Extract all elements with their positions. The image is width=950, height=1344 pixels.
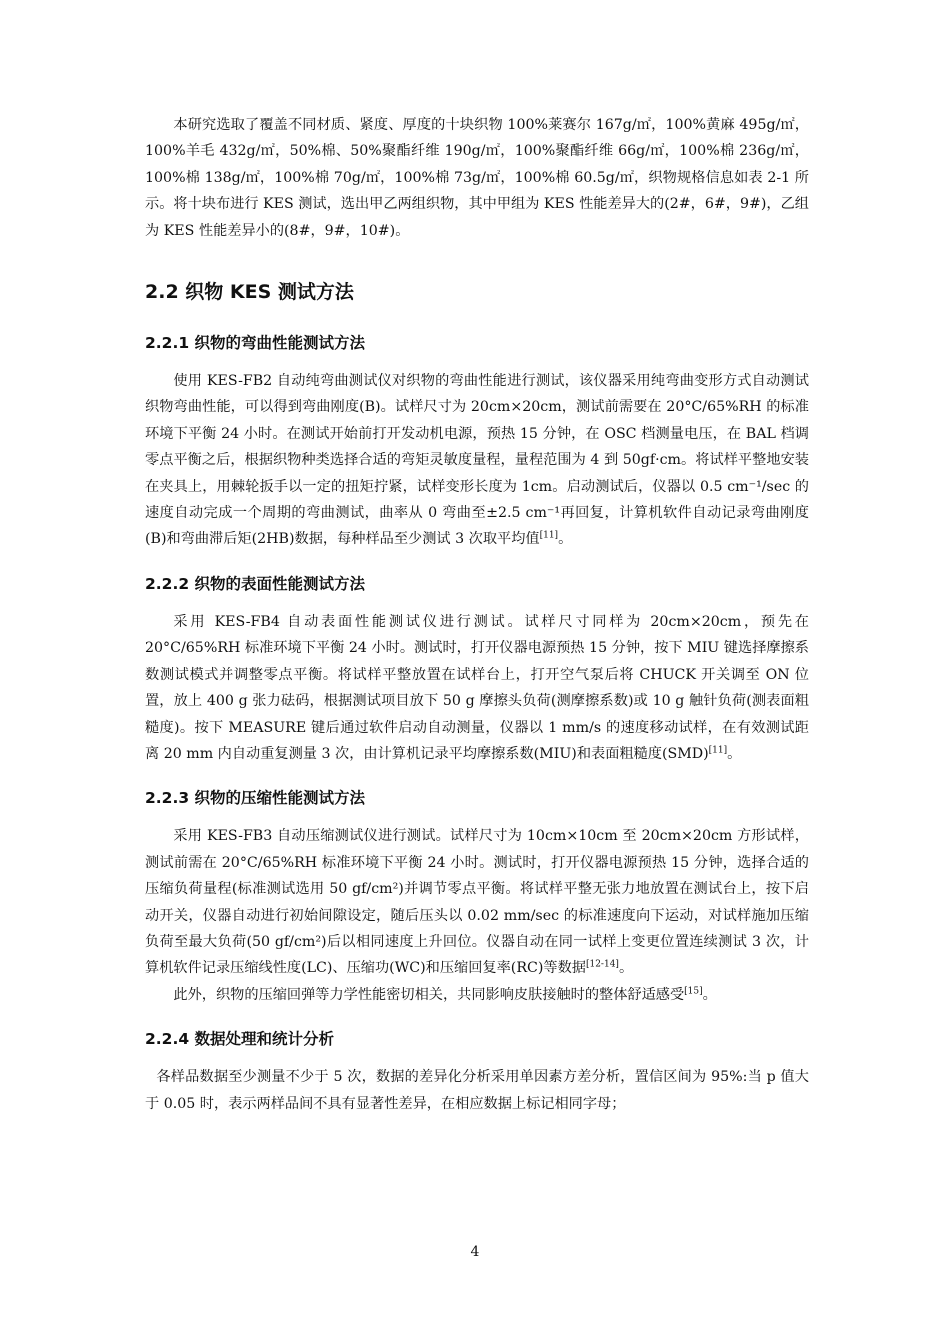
page-number: 4 [470,1244,480,1260]
citation-ref: [12-14] [585,959,619,970]
citation-ref: [15] [684,986,703,997]
sentence-end: 。 [727,745,742,762]
compression-note-text: 此外，织物的压缩回弹等力学性能密切相关，共同影响皮肤接触时的整体舒适感受 [173,986,685,1003]
compression-text: 采用 KES-FB3 自动压缩测试仪进行测试。试样尺寸为 10cm×10cm 至 20cm×20cm 方形试样，测试前需在 20°C/65%RH 标准环境下平衡 24 小时。测试时，打开仪器电源预热 15 分钟，选择合适的压缩负荷量程(标准测试选用 50 gf/cm²)并调节零点平衡。将试样平整无张力地放置在测试台上，按下启动开关，仪器自动进行初始间隙设定，随后压头以 0.02 mm/sec 的标准速度向下运动，对试样施加压缩负荷至最大负荷(50 gf/cm²)后以相同速度上升回位。仪器自动在同一试样上变更位置连续测试 3 次，计算机软件记录压缩线性度(LC)、压缩功(WC)和压缩回复率(RC)等数据 [145,828,809,977]
intro-paragraph: 本研究选取了覆盖不同材质、紧度、厚度的十块织物 100%莱赛尔 167g/㎡，100%黄麻 495g/㎡，100%羊毛 432g/㎡，50%棉、50%聚酯纤维 190g/㎡，100%聚酯纤维 66g/㎡，100%棉 236g/㎡，100%棉 138g/㎡，100%棉 70g/㎡，100%棉 73g/㎡，100%棉 60.5g/㎡，织物规格信息如表 2-1 所示。将十块布进行 KES 测试，选出甲乙两组织物，其中甲组为 KES 性能差异大的(2#，6#，9#)，乙组为 KES 性能差异小的(8#，9#，10#)。 [145,117,809,239]
surface-text: 采用 KES-FB4 自动表面性能测试仪进行测试。试样尺寸同样为 20cm×20cm，预先在 20°C/65%RH 标准环境下平衡 24 小时。测试时，打开仪器电源预热 15 分钟，按下 MIU 键选择摩擦系数测试模式并调整零点平衡。将试样平整放置在试样台上，打开空气泵后将 CHUCK 开关调至 ON 位置，放上 400 g 张力砝码，根据测试项目放下 50 g 摩擦头负荷(测摩擦系数)或 10 g 触针负荷(测表面粗糙度)。按下 MEASURE 键后通过软件启动自动测量，仪器以 1 mm/s 的速度移动试样，在有效测试距离 20 mm 内自动重复测量 3 次，由计算机记录平均摩擦系数(MIU)和表面粗糙度(SMD) [145,613,809,762]
page-content [145,112,809,1117]
subsection-title-2-2-2: 2.2.2 织物的表面性能测试方法 [145,574,366,593]
compression-note-paragraph [145,982,809,1008]
citation-ref: [11] [708,745,728,756]
subsection-title-2-2-4: 2.2.4 数据处理和统计分析 [145,1030,335,1049]
sentence-end: 。 [558,531,573,548]
bending-test-paragraph [145,368,809,553]
sentence-end: 。 [702,986,717,1003]
sentence-end: 。 [618,960,634,977]
subsection-title-2-2-1: 2.2.1 织物的弯曲性能测试方法 [145,334,366,353]
citation-ref: [11] [539,530,559,541]
statistics-paragraph: 各样品数据至少测量不少于 5 次，数据的差异化分析采用单因素方差分析，置信区间为 95%:当 p 值大于 0.05 时，表示两样品间不具有显著性差异，在相应数据上标记相同字母； [145,1069,809,1112]
subsection-title-2-2-3: 2.2.3 织物的压缩性能测试方法 [145,789,366,808]
section-title-2-2: 2.2 织物 KES 测试方法 [145,281,354,304]
surface-test-paragraph [145,609,809,767]
bending-text: 使用 KES-FB2 自动纯弯曲测试仪对织物的弯曲性能进行测试，该仪器采用纯弯曲变形方式自动测试织物弯曲性能，可以得到弯曲刚度(B)。试样尺寸为 20cm×20cm，测试前需要在 20°C/65%RH 的标准环境下平衡 24 小时。在测试开始前打开发动机电源，预热 15 分钟，在 OSC 档测量电压，在 BAL 档调零点平衡之后，根据织物种类选择合适的弯矩灵敏度量程，量程范围为 4 到 50gf·cm。将试样平整地安装在夹具上，用棘轮扳手以一定的扭矩拧紧，试样变形长度为 1cm。启动测试后，仪器以 0.5 cm⁻¹/sec 的速度自动完成一个周期的弯曲测试，曲率从 0 弯曲至±2.5 cm⁻¹再回复，计算机软件自动记录弯曲刚度(B)和弯曲滞后矩(2HB)数据，每种样品至少测试 3 次取平均值 [145,373,809,548]
compression-test-paragraph [145,823,809,981]
